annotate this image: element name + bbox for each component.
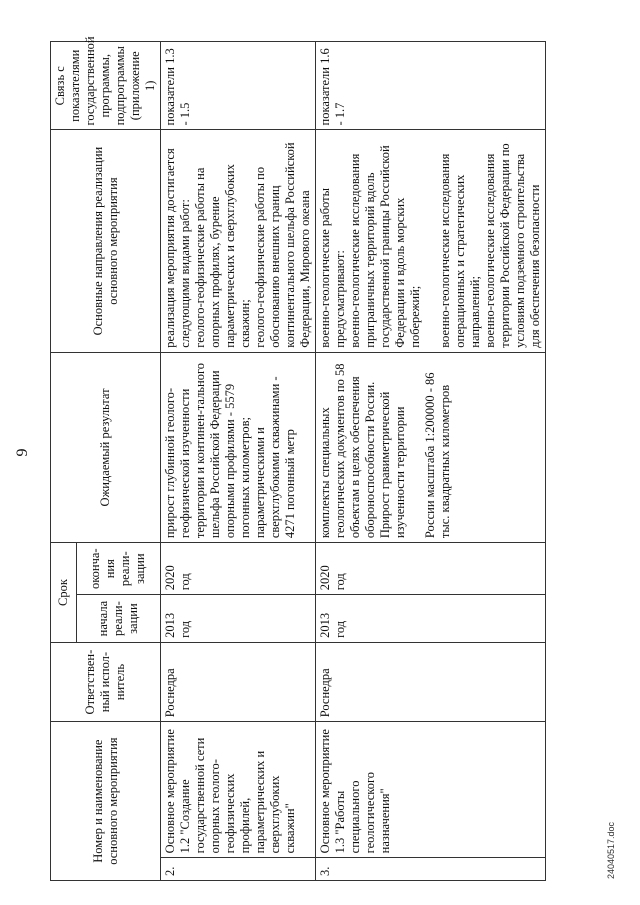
- page-number: 9: [14, 448, 31, 457]
- row-start: 2013 год: [316, 595, 546, 643]
- row-directions: военно-геологические работы предусматривают: военно-геологические исследования приграничных территорий вдоль государственной границы Российской Федерации и вдоль морских побережий;: [318, 145, 422, 348]
- row-result: комплекты специальных геологических документов по 58 объектам в целях обеспечения обороноспособности России. Прирост гравиметрической изученности территории: [318, 363, 407, 539]
- spacer: [408, 357, 423, 538]
- row-directions-cell: [316, 130, 546, 352]
- row-result: прирост глубинной геолого-геофизической изученности территории и континен-тального шельфа Российской Федерации опорными профилями - 5579 погонных километров; параметрическими и сверхглубокими скважинами - 4271 погонный метр: [161, 352, 316, 542]
- table-row: [316, 42, 546, 881]
- header-number-name: Номер и наименование основного мероприятия: [51, 722, 161, 881]
- table-row: [161, 42, 316, 881]
- row-start: 2013 год: [161, 595, 316, 643]
- header-directions: Основные направления реализации основного мероприятия: [51, 130, 161, 352]
- row-responsible: Роснедра: [161, 642, 316, 721]
- header-responsible: Ответствен-ный испол-нитель: [51, 642, 161, 721]
- row-responsible: Роснедра: [316, 642, 546, 721]
- row-directions-extra: военно-геологические исследования операционных и стратегических направлений; военно-геологические исследования территории Российской Федерации по условиям подземного строительства для обеспечения безопасности: [438, 143, 542, 348]
- header-result: Ожидаемый результат: [51, 352, 161, 542]
- row-name: Основное мероприятие 1.3 "Работы специального геологического назначения": [316, 722, 546, 858]
- row-number: 2.: [161, 858, 316, 881]
- row-link: показатели 1.6 - 1.7: [316, 42, 546, 130]
- spacer: [423, 134, 438, 347]
- measures-table: [50, 36, 546, 881]
- header-end: оконча-ния реали-зации: [76, 543, 160, 595]
- header-start: начала реали-зации: [76, 595, 160, 643]
- header-term: Срок: [51, 543, 77, 643]
- row-directions: реализация мероприятия достигается следующими видами работ: геолого-геофизические работы на опорных профилях, бурение параметрических и сверхглубоких скважин; геолого-геофизические работы по обоснованию внешних границ континентального шельфа Российской Федерации, Мирового океана: [161, 130, 316, 352]
- row-result-cell: [316, 352, 546, 542]
- row-number: 3.: [316, 858, 546, 881]
- row-end: 2020 год: [316, 543, 546, 595]
- header-link: Связь с показателями государственной программы, подпрограммы (приложение 1): [51, 42, 161, 130]
- row-link: показатели 1.3 - 1.5: [161, 42, 316, 130]
- row-name: Основное мероприятие 1.2 "Создание государственной сети опорных геолого-геофизических профилей, параметрических и сверхглубоких скважин": [161, 722, 316, 858]
- row-result-extra: России масштаба 1:200000 - 86 тыс. квадратных километров: [423, 372, 452, 539]
- row-end: 2020 год: [161, 543, 316, 595]
- footer-doc-code: 24040517.doc: [606, 821, 616, 879]
- header-row: [51, 42, 77, 881]
